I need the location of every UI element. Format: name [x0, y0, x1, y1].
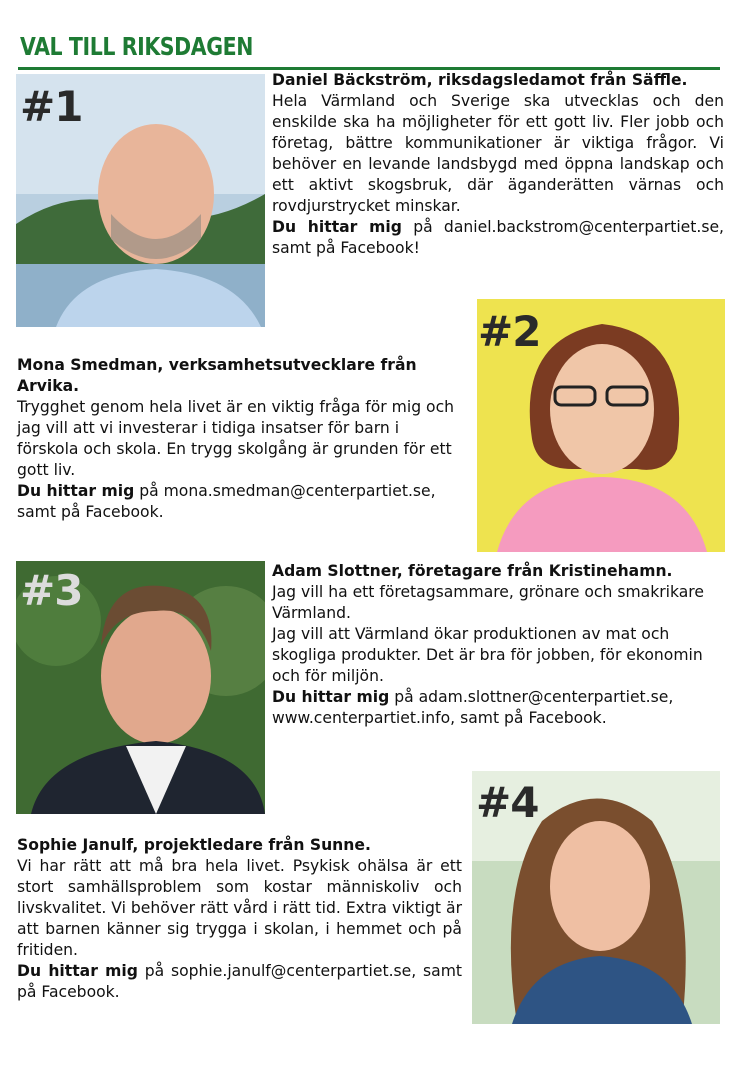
candidate-3-find-text: på adam.slottner@centerpartiet.se, www.centerpartiet.info, samt på Facebook.	[272, 688, 674, 727]
candidate-3-body-1: Jag vill ha ett företagsammare, grönare och smakrikare Värmland.	[272, 583, 704, 622]
candidate-4-number-badge: #4	[476, 778, 539, 827]
candidate-1-number-badge: #1	[20, 82, 83, 131]
candidate-3-name: Adam Slottner, företagare från Kristinehamn.	[272, 562, 673, 580]
candidate-4-body: Vi har rätt att må bra hela livet. Psykisk ohälsa är ett stort samhällsproblem som kostar människoliv och livskvalitet. Vi behöver rätt vård i rätt tid. Extra viktigt är att barnen känner sig trygga i skolan, i hemmet och på fritiden.	[17, 857, 462, 959]
candidate-2-body: Trygghet genom hela livet är en viktig fråga för mig och jag vill att vi investerar i tidiga insatser för barn i förskola och skola. En trygg skolgång är grunden för ett gott liv.	[17, 398, 455, 479]
candidate-1-text	[272, 70, 724, 259]
candidate-3-number-badge: #3	[20, 566, 83, 615]
candidate-2-number-badge: #2	[478, 307, 541, 356]
candidate-2-find-text: på mona.smedman@centerpartiet.se, samt på Facebook.	[17, 482, 436, 521]
candidate-1-name: Daniel Bäckström, riksdagsledamot från Säffle.	[272, 71, 688, 89]
candidate-3-contact	[272, 687, 727, 729]
candidate-3-text	[272, 561, 727, 729]
candidate-2-find-label: Du hittar mig	[17, 482, 135, 500]
candidate-1-find-label: Du hittar mig	[272, 218, 402, 236]
candidate-3-find-label: Du hittar mig	[272, 688, 390, 706]
candidate-4-contact	[17, 961, 462, 1003]
candidate-4-find-label: Du hittar mig	[17, 962, 138, 980]
candidate-3-body-2: Jag vill att Värmland ökar produktionen av mat och skogliga produkter. Det är bra för jobben, för ekonomin och för miljön.	[272, 625, 703, 685]
candidate-4-text	[17, 835, 462, 1003]
candidate-4-find-text: på sophie.janulf@centerpartiet.se, samt på Facebook.	[17, 962, 462, 1001]
candidate-1-find-text: på daniel.backstrom@centerpartiet.se, samt på Facebook!	[272, 218, 724, 257]
candidate-2-contact	[17, 481, 457, 523]
candidate-1-contact	[272, 217, 724, 259]
candidate-2-text	[17, 355, 457, 523]
candidate-4-name: Sophie Janulf, projektledare från Sunne.	[17, 836, 371, 854]
page-title: VAL TILL RIKSDAGEN	[20, 32, 253, 61]
candidate-2-name: Mona Smedman, verksamhetsutvecklare från Arvika.	[17, 356, 417, 395]
candidate-1-body: Hela Värmland och Sverige ska utvecklas och den enskilde ska ha möjligheter för ett gott liv. Fler jobb och företag, bättre kommunikationer är viktiga frågor. Vi behöver en levande landsbygd med öppna landskap och ett aktivt skogsbruk, där äganderätten värnas och rovdjurstrycket minskar.	[272, 92, 724, 215]
